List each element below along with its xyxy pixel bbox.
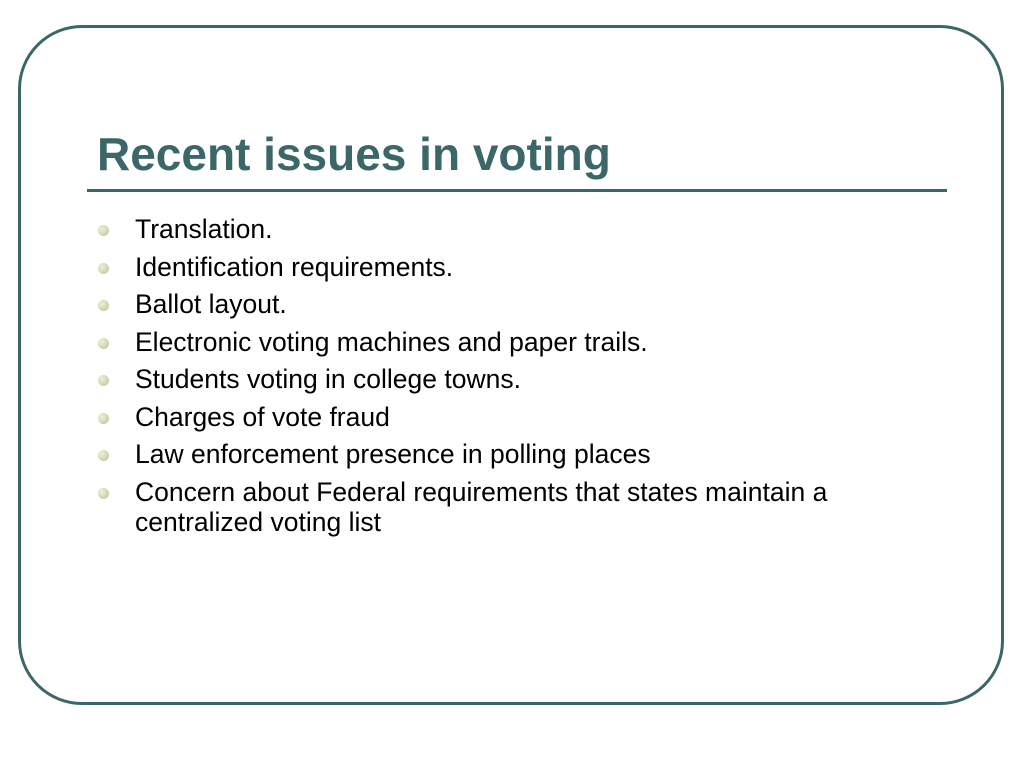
bullet-text: Ballot layout. bbox=[135, 289, 287, 319]
bullet-item bbox=[97, 364, 957, 394]
bullet-item bbox=[97, 289, 957, 319]
slide-title: Recent issues in voting bbox=[97, 128, 611, 180]
bullet-item bbox=[97, 327, 957, 357]
bullet-text: Identification requirements. bbox=[135, 251, 454, 282]
bullet-dot-icon bbox=[98, 225, 109, 236]
bullet-item bbox=[97, 477, 957, 537]
bullet-dot-icon bbox=[98, 450, 109, 461]
bullet-text: Translation. bbox=[135, 214, 273, 244]
bullet-text: Electronic voting machines and paper trails. bbox=[135, 326, 648, 357]
bullet-item bbox=[97, 439, 957, 469]
bullet-dot-icon bbox=[98, 413, 109, 424]
bullet-dot-icon bbox=[98, 488, 109, 499]
bullet-dot-icon bbox=[98, 338, 109, 349]
bullet-item bbox=[97, 402, 957, 432]
bullet-item bbox=[97, 214, 957, 244]
bullet-item bbox=[97, 252, 957, 282]
bullet-text: Students voting in college towns. bbox=[135, 364, 521, 394]
bullet-dot-icon bbox=[98, 300, 109, 311]
bullet-list bbox=[97, 214, 957, 544]
bullet-text: Concern about Federal requirements that states maintain a centralized voting list bbox=[135, 476, 828, 537]
bullet-text: Charges of vote fraud bbox=[135, 401, 390, 432]
bullet-dot-icon bbox=[98, 263, 109, 274]
bullet-dot-icon bbox=[98, 375, 109, 386]
title-underline bbox=[87, 189, 947, 192]
bullet-text: Law enforcement presence in polling places bbox=[135, 439, 651, 469]
